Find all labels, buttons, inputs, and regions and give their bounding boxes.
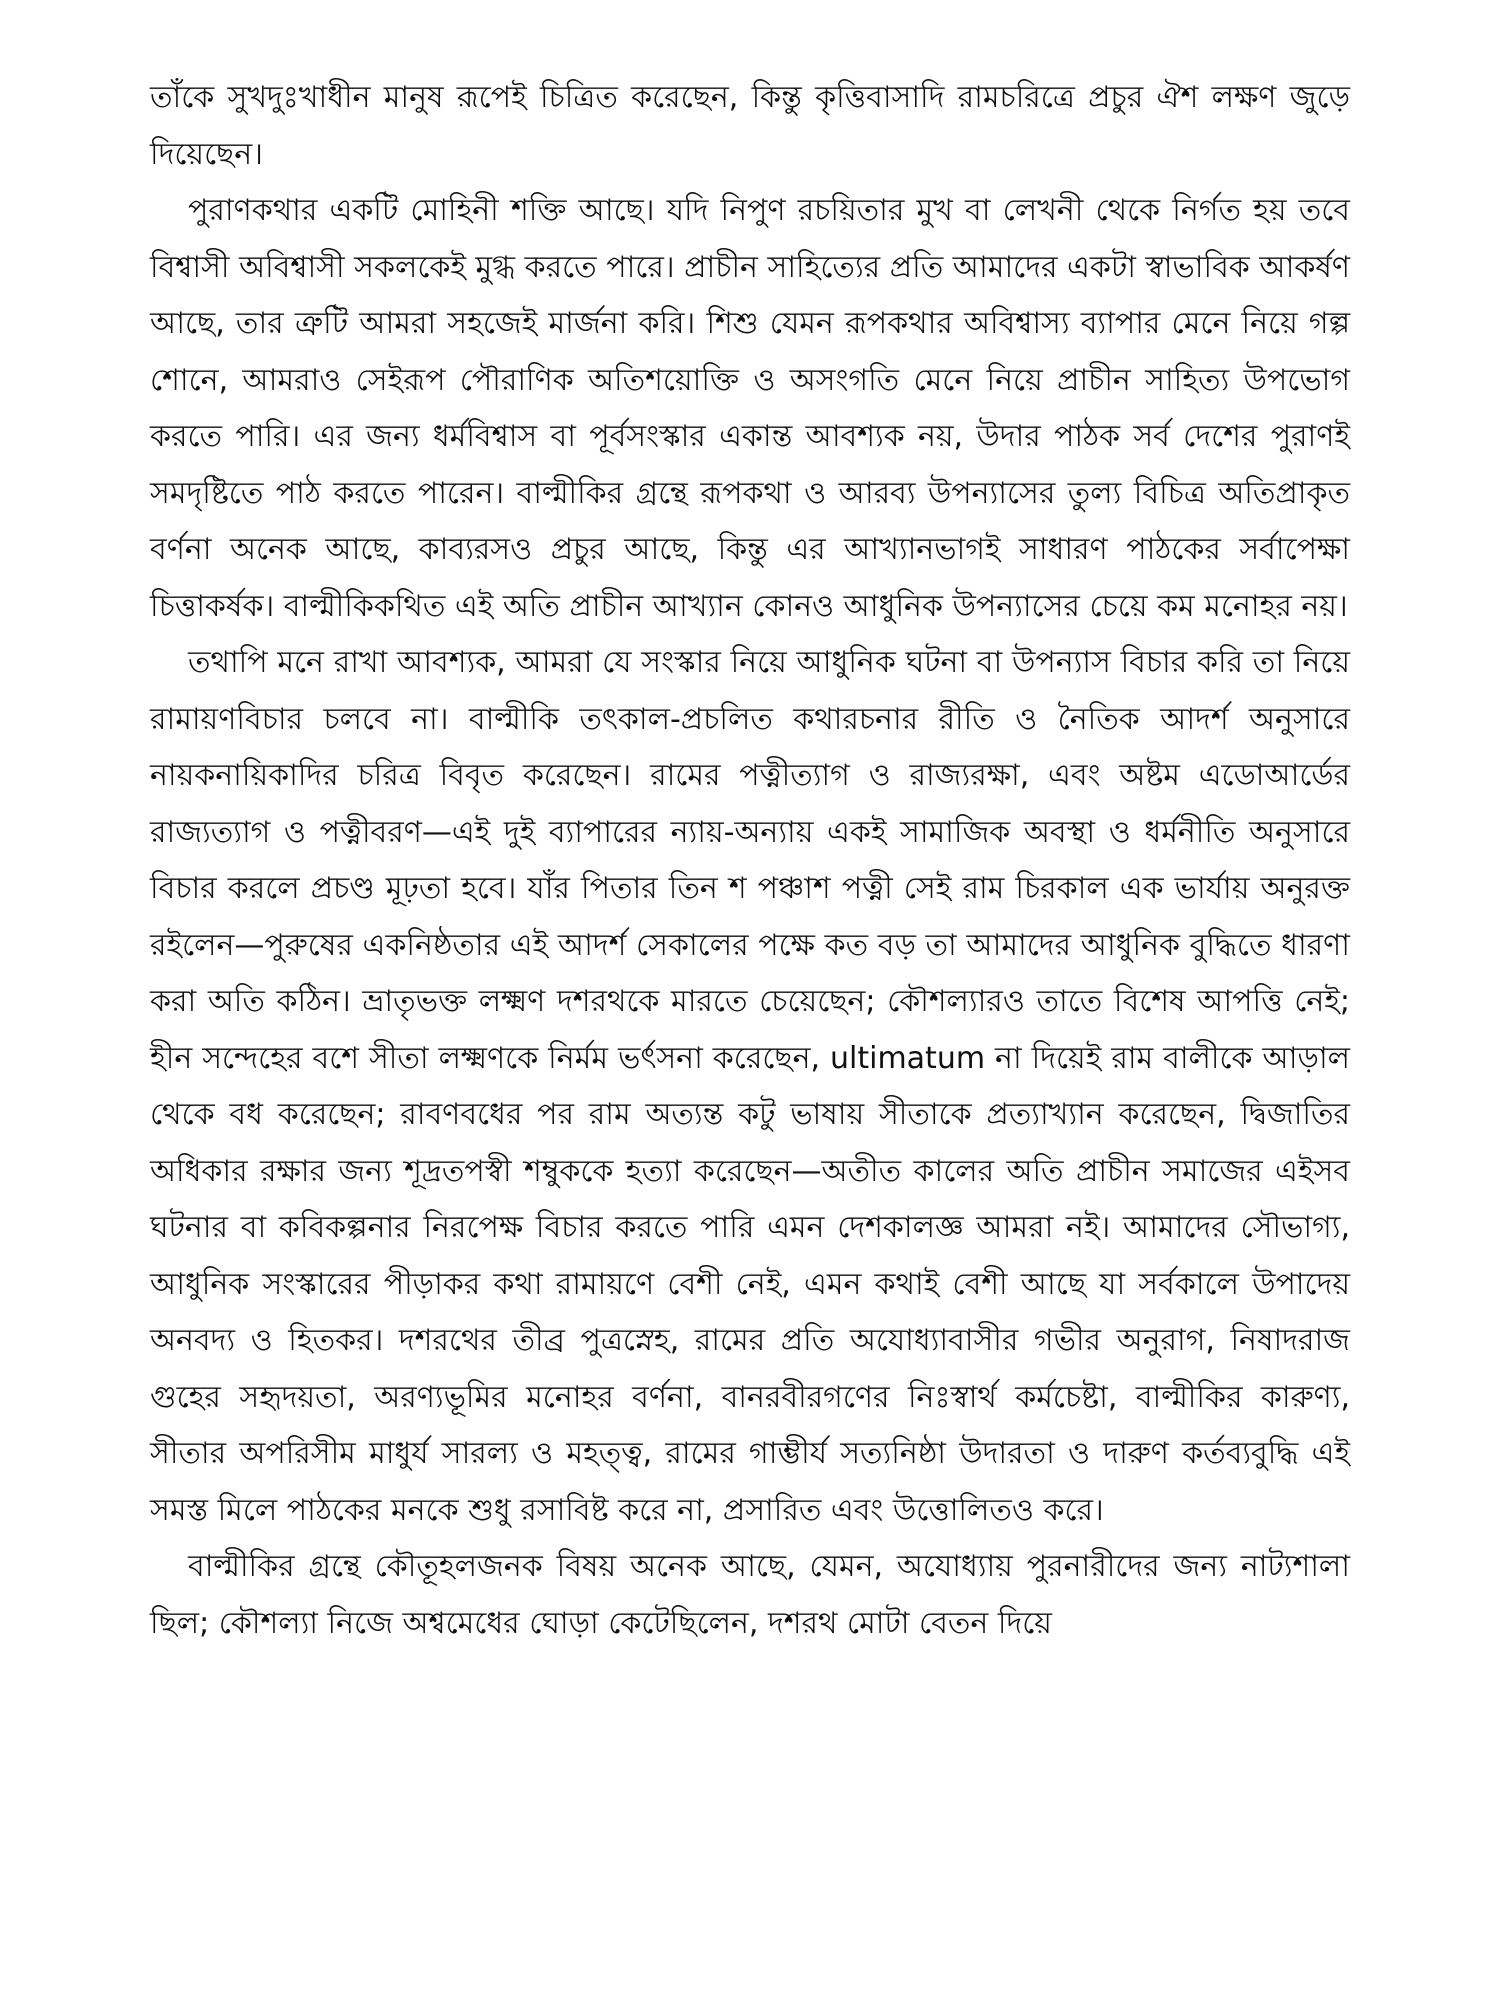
page-body [150,70,1350,1652]
paragraph-3: তথাপি মনে রাখা আবশ্যক, আমরা যে সংস্কার নিয়ে আধুনিক ঘটনা বা উপন্যাস বিচার করি তা নিয়ে রামায়ণবিচার চলবে না। বাল্মীকি তৎকাল-প্রচলিত কথারচনার রীতি ও নৈতিক আদর্শ অনুসারে নায়কনায়িকাদির চরিত্র বিবৃত করেছেন। রামের পত্নীত্যাগ ও রাজ্যরক্ষা, এবং অষ্টম এডোআর্ডের রাজ্যত্যাগ ও পত্নীবরণ—এই দুই ব্যাপারের ন্যায়-অন্যায় একই সামাজিক অবস্থা ও ধর্মনীতি অনুসারে বিচার করলে প্রচণ্ড মূঢ়তা হবে। যাঁর পিতার তিন শ পঞ্চাশ পত্নী সেই রাম চিরকাল এক ভার্যায় অনুরক্ত রইলেন—পুরুষের একনিষ্ঠতার এই আদর্শ সেকালের পক্ষে কত বড় তা আমাদের আধুনিক বুদ্ধিতে ধারণা করা অতি কঠিন। ভ্রাতৃভক্ত লক্ষ্মণ দশরথকে মারতে চেয়েছেন; কৌশল্যারও তাতে বিশেষ আপত্তি নেই; হীন সন্দেহের বশে সীতা লক্ষ্মণকে নির্মম ভর্ৎসনা করেছেন, ultimatum না দিয়েই রাম বালীকে আড়াল থেকে বধ করেছেন; রাবণবধের পর রাম অত্যন্ত কটু ভাষায় সীতাকে প্রত্যাখ্যান করেছেন, দ্বিজাতির অধিকার রক্ষার জন্য শূদ্রতপস্বী শম্বুককে হত্যা করেছেন—অতীত কালের অতি প্রাচীন সমাজের এইসব ঘটনার বা কবিকল্পনার নিরপেক্ষ বিচার করতে পারি এমন দেশকালজ্ঞ আমরা নই। আমাদের সৌভাগ্য, আধুনিক সংস্কারের পীড়াকর কথা রামায়ণে বেশী নেই, এমন কথাই বেশী আছে যা সর্বকালে উপাদেয় অনবদ্য ও হিতকর। দশরথের তীব্র পুত্রস্নেহ, রামের প্রতি অযোধ্যাবাসীর গভীর অনুরাগ, নিষাদরাজ গুহের সহৃদয়তা, অরণ্যভূমির মনোহর বর্ণনা, বানরবীরগণের নিঃস্বার্থ কর্মচেষ্টা, বাল্মীকির কারুণ্য, সীতার অপরিসীম মাধুর্য সারল্য ও মহত্ত্ব, রামের গাম্ভীর্য সত্যনিষ্ঠা উদারতা ও দারুণ কর্তব্যবুদ্ধি এই সমস্ত মিলে পাঠকের মনকে শুধু রসাবিষ্ট করে না, প্রসারিত এবং উত্তোলিতও করে। [150,645,1350,1528]
paragraph-4: বাল্মীকির গ্রন্থে কৌতূহলজনক বিষয় অনেক আছে, যেমন, অযোধ্যায় পুরনারীদের জন্য নাট্যশালা ছিল; কৌশল্যা নিজে অশ্বমেধের ঘোড়া কেটেছিলেন, দশরথ মোটা বেতন দিয়ে [150,1549,1350,1641]
paragraph-2: পুরাণকথার একটি মোহিনী শক্তি আছে। যদি নিপুণ রচয়িতার মুখ বা লেখনী থেকে নির্গত হয় তবে বিশ্বাসী অবিশ্বাসী সকলকেই মুগ্ধ করতে পারে। প্রাচীন সাহিত্যের প্রতি আমাদের একটা স্বাভাবিক আকর্ষণ আছে, তার ত্রুটি আমরা সহজেই মার্জনা করি। শিশু যেমন রূপকথার অবিশ্বাস্য ব্যাপার মেনে নিয়ে গল্প শোনে, আমরাও সেইরূপ পৌরাণিক অতিশয়োক্তি ও অসংগতি মেনে নিয়ে প্রাচীন সাহিত্য উপভোগ করতে পারি। এর জন্য ধর্মবিশ্বাস বা পূর্বসংস্কার একান্ত আবশ্যক নয়, উদার পাঠক সর্ব দেশের পুরাণই সমদৃষ্টিতে পাঠ করতে পারেন। বাল্মীকির গ্রন্থে রূপকথা ও আরব্য উপন্যাসের তুল্য বিচিত্র অতিপ্রাকৃত বর্ণনা অনেক আছে, কাব্যরসও প্রচুর আছে, কিন্তু এর আখ্যানভাগই সাধারণ পাঠকের সর্বাপেক্ষা চিত্তাকর্ষক। বাল্মীকিকথিত এই অতি প্রাচীন আখ্যান কোনও আধুনিক উপন্যাসের চেয়ে কম মনোহর নয়। [150,193,1350,624]
paragraph-1: তাঁকে সুখদুঃখাধীন মানুষ রূপেই চিত্রিত করেছেন, কিন্তু কৃত্তিবাসাদি রামচরিত্রে প্রচুর ঐশ লক্ষণ জুড়ে দিয়েছেন। [150,80,1350,172]
